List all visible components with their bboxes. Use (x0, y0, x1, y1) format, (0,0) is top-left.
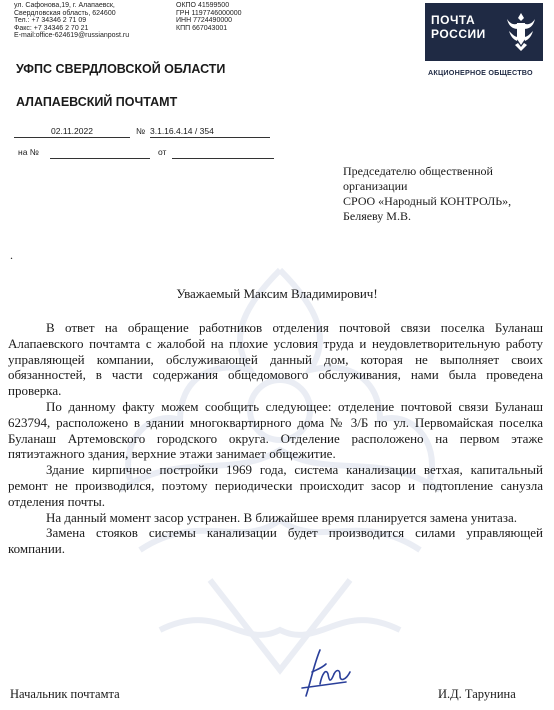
paragraph: По данному факту можем сообщить следующее: отделение почтовой связи Буланаш 623794, расположено в здании многоквартирного дома № 3/Б по ул. Первомайская поселка Буланаш Артемовского городского округа. Отделение расположено на первом этаже пятиэтажного здания, верхние этажи занимает общежитие. (8, 398, 543, 462)
inn-code: ИНН 7724490000 (176, 17, 233, 25)
sender-address (14, 2, 174, 40)
addressee-line: СРОО «Народный КОНТРОЛЬ», (343, 194, 512, 208)
addressee-line: организации (343, 179, 408, 193)
signer-position: Начальник почтамта (10, 687, 120, 701)
joint-stock-label: АКЦИОНЕРНОЕ ОБЩЕСТВО (428, 68, 533, 77)
addressee-line: Председателю общественной (343, 164, 493, 178)
letter-number: 3.1.16.4.14 / 354 (150, 126, 270, 138)
letter-body (8, 320, 543, 557)
greeting: Уважаемый Максим Владимирович! (176, 286, 378, 301)
address-line: ул. Сафонова,19, г. Алапаевск, (14, 2, 115, 9)
from-date (172, 147, 274, 159)
logo-line: ПОЧТА (431, 13, 476, 27)
paragraph: В ответ на обращение работников отделения почтовой связи поселка Буланаш Алапаевского почтамта с жалобой на плохие условия труда и неудовлетворительную работу управляющей компании, обслуживающей данный дом, которая не выполняет своих обязанностей, в части содержания общедомового обслуживания, нами была проведена проверка. (8, 320, 543, 399)
kpp-code: КПП 667043001 (176, 24, 228, 32)
letter-date: 02.11.2022 (14, 126, 130, 138)
ogrn-code: ГРН 1197746000000 (176, 9, 242, 17)
number-label: № (136, 126, 146, 136)
paragraph: На данный момент засор устранен. В ближайшее время планируется замена унитаза. (46, 509, 517, 525)
email-line: E-mail:office-624619@russianpost.ru (14, 32, 130, 40)
ref-label: на № (18, 147, 39, 157)
ref-number (50, 147, 150, 159)
okpo-code: ОКПО 41599500 (176, 2, 230, 9)
eagle-icon (503, 9, 539, 53)
logo-text (431, 13, 486, 41)
fax-line: Факс: +7 34346 2 70 21 (14, 24, 89, 32)
signer-name: И.Д. Тарунина (438, 687, 516, 701)
logo-line: РОССИИ (431, 27, 486, 41)
paragraph: Здание кирпичное постройки 1969 года, система канализации ветхая, капитальный ремонт не производился, поэтому периодически происходит засор и подтопление санузла отделения почты. (8, 462, 543, 509)
registration-codes (176, 2, 286, 32)
address-line: Свердловская область, 624600 (14, 9, 116, 17)
paragraph: Замена стояков системы канализации будет производится силами управляющей компании. (8, 525, 543, 557)
russian-post-logo (425, 3, 543, 61)
addressee-line: Беляеву М.В. (343, 209, 411, 223)
stray-dot: . (10, 248, 13, 262)
org-name: УФПС СВЕРДЛОВСКОЙ ОБЛАСТИ (16, 62, 226, 76)
addressee-block (343, 164, 511, 224)
handwritten-signature (296, 644, 356, 702)
phone-line: Тел.: +7 34346 2 71 09 (14, 17, 87, 25)
org-branch: АЛАПАЕВСКИЙ ПОЧТАМТ (16, 95, 178, 109)
from-label: от (158, 147, 167, 157)
